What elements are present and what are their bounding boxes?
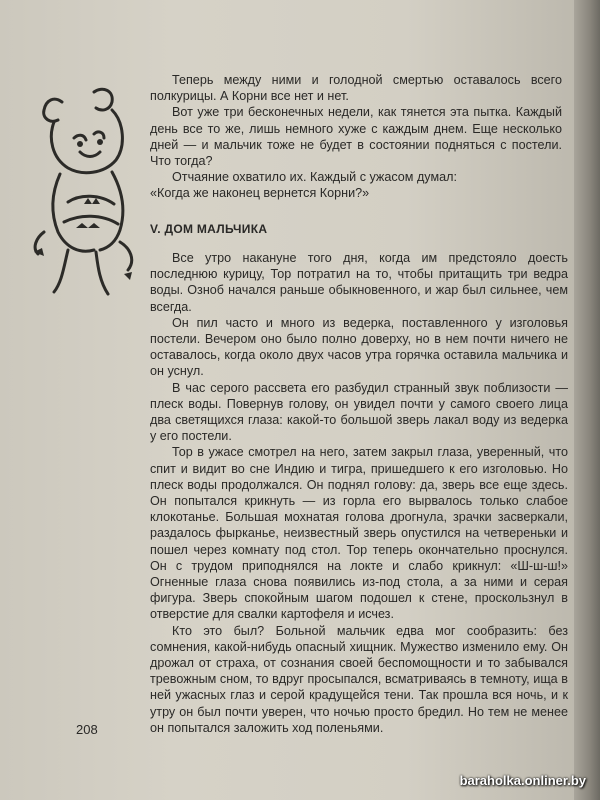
chapter-title: V. ДОМ МАЛЬЧИКА: [150, 222, 268, 236]
chapter-text: [150, 250, 568, 736]
book-spine: [574, 0, 600, 800]
paragraph: Теперь между ними и голодной смертью оставалось всего полкурицы. А Корни все нет и нет.: [150, 73, 562, 104]
intro-text: [150, 72, 562, 202]
quote-line: «Когда же наконец вернется Корни?»: [150, 186, 370, 201]
paragraph: В час серого рассвета его разбудил странный звук поблизости — плеск воды. Повернув голову, он увидел почти у самого своего лица два светящихся глаза: какой-то большой зверь лакал воду из ведерка у его постели.: [150, 380, 568, 444]
page-number: 208: [76, 722, 98, 737]
watermark-text: baraholka.onliner.by: [459, 773, 586, 788]
animal-illustration: [24, 82, 144, 302]
paragraph: Отчаяние охватило их. Каждый с ужасом думал:: [172, 170, 457, 185]
paragraph: Тор в ужасе смотрел на него, затем закрыл глаза, уверенный, что спит и видит во сне Индию и тигра, пришедшего к его изголовью. Но плеск воды продолжался. Он поднял голову: да, зверь все еще здесь. Он попытался крикнуть — из горла его вырвалось только слабое клокотанье. Большая мохнатая голова дрогнула, зрачки засверкали, раздалось фырканье, неизвестный зверь опустился на четвереньки и пошел через комнату под стол. Тор теперь окончательно проснулся. Он с трудом приподнялся на локте и слабо крикнул: «Ш-ш-ш!» Огненные глаза снова появились из-под стола, а за ними и серая фигура. Зверь спокойным шагом подошел к стене, проскользнул в отверстие для свалки картофеля и исчез.: [150, 445, 568, 622]
paragraph: Все утро накануне того дня, когда им предстояло доесть последнюю курицу, Тор потратил на то, чтобы притащить три ведра воды. Озноб начался раньше обыкновенного, и жар был сильнее, чем всегда.: [150, 251, 568, 314]
paragraph: Кто это был? Больной мальчик едва мог сообразить: без сомнения, какой-нибудь опасный хищник. Мужество изменило ему. Он дрожал от страха, от сознания своей беспомощности и то забывался тревожным сном, то вдруг просыпался, всматриваясь в темноту, ища в ней ужасных глаз и серой крадущейся тени. Так прошла вся ночь, и к утру он был почти уверен, что ночью просто бредил. Но тем не менее он попытался заложить ход поленьями.: [150, 623, 568, 735]
paragraph: Он пил часто и много из ведерка, поставленного у изголовья постели. Вечером оно было полно доверху, но в нем почти ничего не оставалось, когда около двух часов утра горячка оставила мальчика и он уснул.: [150, 315, 568, 379]
paragraph: Вот уже три бесконечных недели, как тянется эта пытка. Каждый день все то же, лишь немного хуже с каждым днем. Еще несколько дней — и мальчик тоже не будет в состоянии подняться с постели. Что тогда?: [150, 105, 562, 169]
